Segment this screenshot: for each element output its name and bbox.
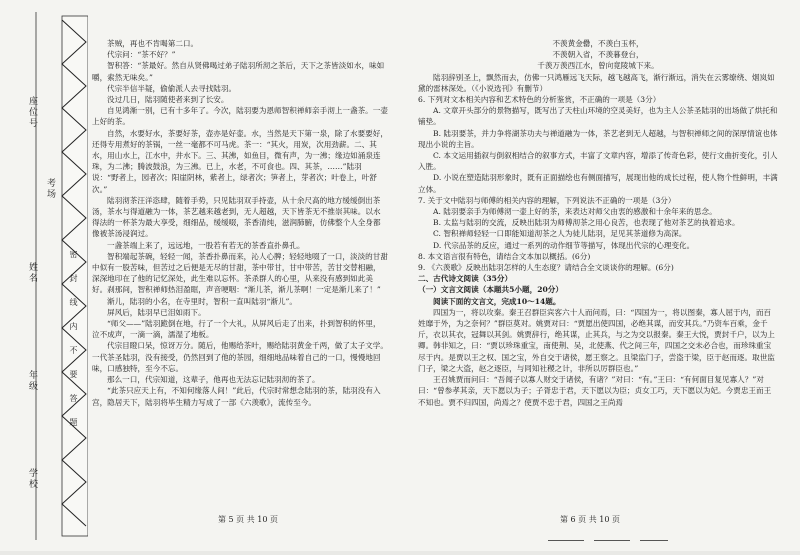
- story-text: [92, 38, 388, 408]
- question-stem: 7. 关于文中陆羽与师傅的相关内容的理解，下列说法不正确的一项是（3分）: [418, 195, 676, 205]
- story-paragraph: 没过几日，陆羽随使者来到了长安。: [107, 95, 229, 105]
- story-paragraph: “此茶只应天上有，不知何缘落人间！”此后，代宗时常想念陆羽的茶，陆羽没有入宫，隐居天下，陆羽将毕生精力写成了一部《六羡歌》，流传至今。: [92, 386, 381, 407]
- question-option: B. 陆羽要茶，并力争将湖茶功夫与禅道融为一体，茶艺老到无人超越，与智积禅师之间的深厚情谊也体现出小说的主旨。: [418, 128, 778, 149]
- seal-line-char: 封: [69, 274, 78, 284]
- question-option: D. 代宗品茶的反应，通过一系列的动作细节等描写，体现出代宗的心理变化。: [433, 240, 695, 250]
- seal-line-char: 不: [69, 346, 78, 356]
- story-paragraph: 屏风后，陆羽早已泪如雨下。: [107, 307, 206, 317]
- story-paragraph: 陆羽沏茶汪洋恣肆，随着手势，只见陆羽双手持壶，从十余尺高的地方缓缓倒出茶汤，茶水与得道融为一体，茶艺越来越老到，无人超越，天下皆茶无不推崇其味。以水得法的一杯茶为最大享受，细细品，缓缓啜，茶香清纯，滋润肺腑，仿佛整个人全身都像被茶汤浸润过。: [92, 195, 381, 239]
- name-label: 姓名: [27, 262, 37, 284]
- seal-line-char: 密: [69, 250, 78, 260]
- poem-line: 不羡朝入省，不羡暮登台，: [552, 50, 644, 60]
- right-column: [418, 38, 778, 408]
- subsection-heading: （一）文言文阅读（本题共5小题，20分）: [418, 285, 563, 295]
- seal-line-char: 内: [69, 322, 78, 332]
- binding-margin: [0, 0, 88, 551]
- school-label: 学校: [27, 468, 37, 490]
- six-envies-poem: [418, 38, 778, 72]
- seal-line-char: 题: [69, 418, 78, 428]
- story-paragraph: 智积答：“茶最好。然自从贤佛喝过弟子陆羽所沏之茶后，天下之茶皆淡如水，味如嚼，索然无味矣。”: [92, 61, 385, 82]
- question-list: [418, 94, 778, 273]
- poem-line: 不羡黄金罍，不羡白玉杯，: [552, 39, 644, 48]
- story-paragraph: 代宗半信半疑，偷偷派人去寻找陆羽。: [107, 83, 237, 93]
- seat-number-label: 座位号: [27, 96, 37, 129]
- story-paragraph: 智积端起茶碗，轻轻一闻，茶香扑鼻而来，沁人心脾；轻轻地啜了一口，淡淡的甘甜中似有一股苦味，但苦过之后便是无尽的甘甜，茶中带甘，甘中带苦，苦甘交替相融，深深地印在了他的记忆深处，此生难以忘怀。茶杀群人的心里，从来没有感到如此美好。刹那间，智积禅师热泪盈眶，声音哽咽：“渐儿茶，渐儿茶啊！一定是渐儿来了！”: [92, 251, 388, 295]
- left-page-number: 第 5 页 共 10 页: [218, 515, 278, 524]
- seal-line-char: 答: [69, 394, 78, 404]
- left-column: [92, 38, 388, 408]
- classical-paragraph: 王召姚贾而问曰：“吾闻子以寡人财交于诸侯，有诸？”对曰：“有。”王曰：“有何面目复见寡人？”对曰：“曾参孝其亲，天下愿以为子；子胥忠于君，天下愿以为臣；贞女工巧，天下愿以为妃。今贾忠王而王不知也。贾不归四国，尚焉之？使贾不忠于君，四国之王尚焉: [418, 375, 772, 407]
- story-paragraph: 渐儿，陆羽的小名，在寺里时，智积一直叫陆羽“渐儿”。: [107, 296, 298, 306]
- footer-dash-1: [548, 540, 584, 541]
- story-paragraph: 那么一口，代宗知道，这辈子，他再也无法忘记陆羽沏的茶了。: [107, 375, 320, 385]
- section-heading: 二、古代诗文阅读（35分）: [418, 274, 513, 284]
- seal-line-char: 要: [69, 370, 78, 380]
- question-option: C. 智积禅师轻轻一口即能知道沏茶之人为徒儿陆羽，足见其茶道修为高深。: [433, 229, 687, 239]
- story-paragraph: 一盏茶端上来了，远远地，一股若有若无的茶香直扑鼻孔。: [107, 240, 305, 250]
- story-paragraph: 自然，水要好水，茶要好茶，壶亦是好壶。水，当然是天下第一泉，除了水要要好，还得专用煮好的茶锅，一丝一毫都不可马虎。茶一：“其火，用炭，次用劲薪。二、其水，用山水上，江水中，井水下。三、其沸，如鱼目，微有声，为一沸；缘边如涌泉连珠，为二沸；腾波鼓浪，为三沸。已上，水老，不可食也。四、其茶，……”陆羽说：“野者上，园者次；阳崖阴林，紫者上，绿者次；笋者上，芽者次；叶卷上，叶舒次。”: [92, 128, 388, 194]
- question-option: C. 本文运用插叙与倒叙相结合的叙事方式，丰富了文章内容，增添了传奇色彩，使行文曲折变化，引人入胜。: [418, 151, 778, 172]
- footer-dash-3: [640, 540, 668, 541]
- story-paragraph: 代宗问：“茶不好？”: [107, 50, 176, 60]
- story-paragraph: 代宗目瞪口呆，惊讶万分。随后，他赐给茶叶，赐给陆羽黄金千两，做了太子文学。一代茶圣陆羽，没有接受，仍然回到了他的茶园，细细地品味着自己的一口，慢慢地回味，口感独特，至今不忘。: [92, 341, 388, 373]
- story-paragraph: 自见鸿渐一别，已有十多年了。今次，陆羽要为恩师智积禅师亲手沏上一盏茶。一壶上好的茶。: [92, 106, 388, 127]
- seal-line-char: 线: [69, 298, 78, 308]
- classical-paragraph: 四国为一，将以攻秦。秦王召群臣宾客六十人而问焉，曰：“四国为一，将以图秦，寡人屈于内，而百姓靡于外，为之奈何？”群臣莫对。姚贾对曰：“贾愿出使四国，必绝其谋，而安其兵。”乃资车百乘，金千斤，衣以其衣，冠舞以其剑。姚贾辞行，绝其谋，止其兵，与之为交以报秦。秦王大悦，贾封千户，以为上卿。韩非知之，曰：“贾以珍珠重宝，南使荆、吴，北使燕、代之间三年，四国之交未必合也，而珍珠重宝尽于内。是贾以王之权、国之宝，外自交于诸侯，愿王察之。且梁监门子，尝盗于梁，臣于赵而逐。取世监门子，梁之大盗，赵之逐臣，与同知社稷之计，非所以厉群臣也。”: [418, 307, 775, 373]
- classical-chinese-text: [418, 307, 778, 408]
- grade-label: 年级: [27, 370, 37, 392]
- question-stem: 8. 本文语言很有特色，请结合文本加以概括。(6分): [418, 251, 591, 261]
- right-page-number: 第 6 页 共 10 页: [560, 515, 620, 524]
- question-option: A. 文章开头部分的景物描写，既写出了天柱山环境的空灵美好，也为主人公茶圣陆羽的出场做了烘托和铺垫。: [418, 106, 778, 127]
- story-ending: 陆羽辞别圣上，飘然而去，仿佛一只鸿雁远飞天际，越飞越高飞，渐行渐远，消失在云雾缭绕、烟岚如黛的雷林深处。（《小说选刊》有删节）: [418, 72, 775, 93]
- exam-room-label: 考场: [45, 178, 55, 200]
- question-stem: 6. 下列对文本相关内容和艺术特色的分析鉴赏，不正确的一项是（3分）: [418, 95, 661, 105]
- story-paragraph: “师父——”陆羽跪倒在地，行了一个大礼，从屏风后走了出来，扑到智积的怀里，泣不成声，一滴一滴，濡湿了地板。: [92, 319, 381, 340]
- question-option: B. 太监与陆羽的交流，反映出陆羽为师傅沏茶之用心良苦，也表现了他对茶艺的执着追求。: [433, 218, 740, 228]
- footer-dash-2: [594, 540, 630, 541]
- poem-line: 千羡万羡西江水，曾向竟陵城下来。: [537, 61, 659, 71]
- reading-instruction: 阅读下面的文言文，完成10～14题。: [433, 296, 561, 306]
- question-option: A. 陆羽要亲手为师傅沏一壶上好的茶，来表达对师父由衷的感激和十余年来的思念。: [433, 207, 717, 217]
- question-stem: 9. 《六羡歌》反映出陆羽怎样的人生态度？请结合全文谈谈你的理解。(6分): [418, 263, 674, 273]
- story-paragraph: 茶贼，再也不肯喝第二口。: [107, 39, 199, 48]
- question-option: D. 小说在塑造陆羽形象时，既有正面描绘也有侧面描写，展现出他的成长过程，使人物个性鲜明，丰满立体。: [418, 173, 778, 194]
